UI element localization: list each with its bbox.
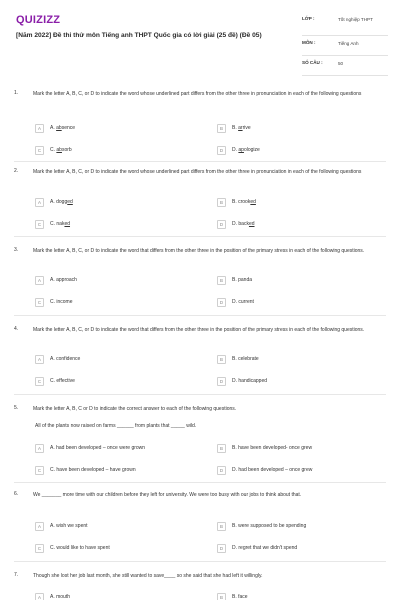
meta-row-subject — [302, 38, 388, 56]
option-label: D. backed — [232, 221, 255, 227]
question-number: 6. — [14, 491, 19, 497]
option-label: A. mouth — [50, 594, 71, 600]
question-text: Mark the letter A, B, C or D to indicate the correct answer to each of the following questions. — [33, 406, 237, 412]
question-sentence: All of the plants now raised on farms ______ from plants that _____ wild. — [35, 423, 197, 429]
option-label: D. had been developed – once grew — [232, 467, 313, 473]
option-letter-box: A — [35, 593, 44, 600]
meta-label-class: LỚP : — [302, 16, 315, 21]
divider — [14, 236, 386, 237]
option-letter-box: B — [217, 593, 226, 600]
option-letter-box: A — [35, 444, 44, 453]
option-label: B. were supposed to be spending — [232, 523, 307, 529]
option-letter-box: B — [217, 276, 226, 285]
question-text: Mark the letter A, B, C, or D to indicate the word whose underlined part differs from the other three in pronunciation in each of the following questions — [33, 91, 362, 97]
question-number: 2. — [14, 168, 19, 174]
option-letter-box: B — [217, 444, 226, 453]
option-letter-box: C — [35, 220, 44, 229]
question-number: 5. — [14, 405, 19, 411]
option-label: D. regret that we didn't spend — [232, 545, 298, 551]
question-text: Though she lost her job last month, she still wanted to save____ so she said that she had left it willingly. — [33, 573, 263, 579]
question-number: 3. — [14, 247, 19, 253]
option-letter-box: C — [35, 146, 44, 155]
document-header — [0, 0, 400, 72]
option-letter-box: A — [35, 355, 44, 364]
meta-row-count — [302, 58, 388, 76]
option-label: D. current — [232, 299, 254, 305]
option-letter-box: B — [217, 124, 226, 133]
option-label: B. have been developed- once grew — [232, 445, 313, 451]
option-label: D. handicapped — [232, 378, 268, 384]
question-number: 1. — [14, 90, 19, 96]
option-letter-box: D — [217, 466, 226, 475]
option-letter-box: C — [35, 298, 44, 307]
option-label: C. have been developed – have grown — [50, 467, 136, 473]
option-letter-box: A — [35, 124, 44, 133]
divider — [14, 482, 386, 483]
document-title: [Năm 2022] Đề thi thử môn Tiếng anh THPT Quốc gia có lời giải (25 đề) (Đề 05) — [16, 32, 262, 39]
option-letter-box: A — [35, 522, 44, 531]
option-label: A. had been developed – once were grown — [50, 445, 146, 451]
divider — [14, 394, 386, 395]
option-label: D. apologize — [232, 147, 260, 153]
option-letter-box: C — [35, 377, 44, 386]
meta-row-class — [302, 14, 388, 36]
option-letter-box: B — [217, 198, 226, 207]
option-label: C. naked — [50, 221, 71, 227]
option-letter-box: C — [35, 544, 44, 553]
option-label: C. absorb — [50, 147, 72, 153]
question-text: We _______ more time with our children before they left for university. We were too busy with our jobs to think about that. — [33, 492, 302, 498]
option-label: B. panda — [232, 277, 253, 283]
meta-value-subject: Tiếng Anh — [338, 41, 359, 46]
option-label: C. effective — [50, 378, 75, 384]
question-text: Mark the letter A, B, C, or D to indicate the word whose underlined part differs from the other three in pronunciation in each of the following questions — [33, 169, 362, 175]
meta-value-count: 50 — [338, 61, 344, 66]
option-label: A. wish we spent — [50, 523, 88, 529]
option-letter-box: B — [217, 355, 226, 364]
option-letter-box: B — [217, 522, 226, 531]
option-letter-box: A — [35, 276, 44, 285]
option-label: A. absence — [50, 125, 76, 131]
option-letter-box: C — [35, 466, 44, 475]
option-label: C. would like to have spent — [50, 545, 110, 551]
divider — [14, 315, 386, 316]
option-letter-box: A — [35, 198, 44, 207]
question-number: 4. — [14, 326, 19, 332]
option-label: B. arrive — [232, 125, 251, 131]
option-label: B. celebrate — [232, 356, 259, 362]
option-label: A. confidence — [50, 356, 81, 362]
option-label: A. dogged — [50, 199, 73, 205]
option-label: C. income — [50, 299, 73, 305]
document-meta — [302, 14, 388, 78]
option-letter-box: D — [217, 298, 226, 307]
option-label: B. face — [232, 594, 248, 600]
option-label: A. approach — [50, 277, 77, 283]
meta-value-class: Tốt nghiệp THPT — [338, 17, 373, 22]
meta-label-subject: MÔN : — [302, 40, 316, 45]
option-letter-box: D — [217, 377, 226, 386]
option-letter-box: D — [217, 544, 226, 553]
question-text: Mark the letter A, B, C, or D to indicate the word that differs from the other three in the position of the primary stress in each of the following questions. — [33, 327, 365, 333]
option-letter-box: D — [217, 146, 226, 155]
divider — [14, 561, 386, 562]
divider — [14, 161, 386, 162]
option-letter-box: D — [217, 220, 226, 229]
meta-label-count: SỐ CÂU : — [302, 60, 323, 65]
option-label: B. crooked — [232, 199, 256, 205]
question-number: 7. — [14, 572, 19, 578]
quizizz-logo[interactable]: QUIZIZZ — [16, 14, 61, 26]
question-text: Mark the letter A, B, C, or D to indicate the word that differs from the other three in the position of the primary stress in each of the following questions. — [33, 248, 365, 254]
